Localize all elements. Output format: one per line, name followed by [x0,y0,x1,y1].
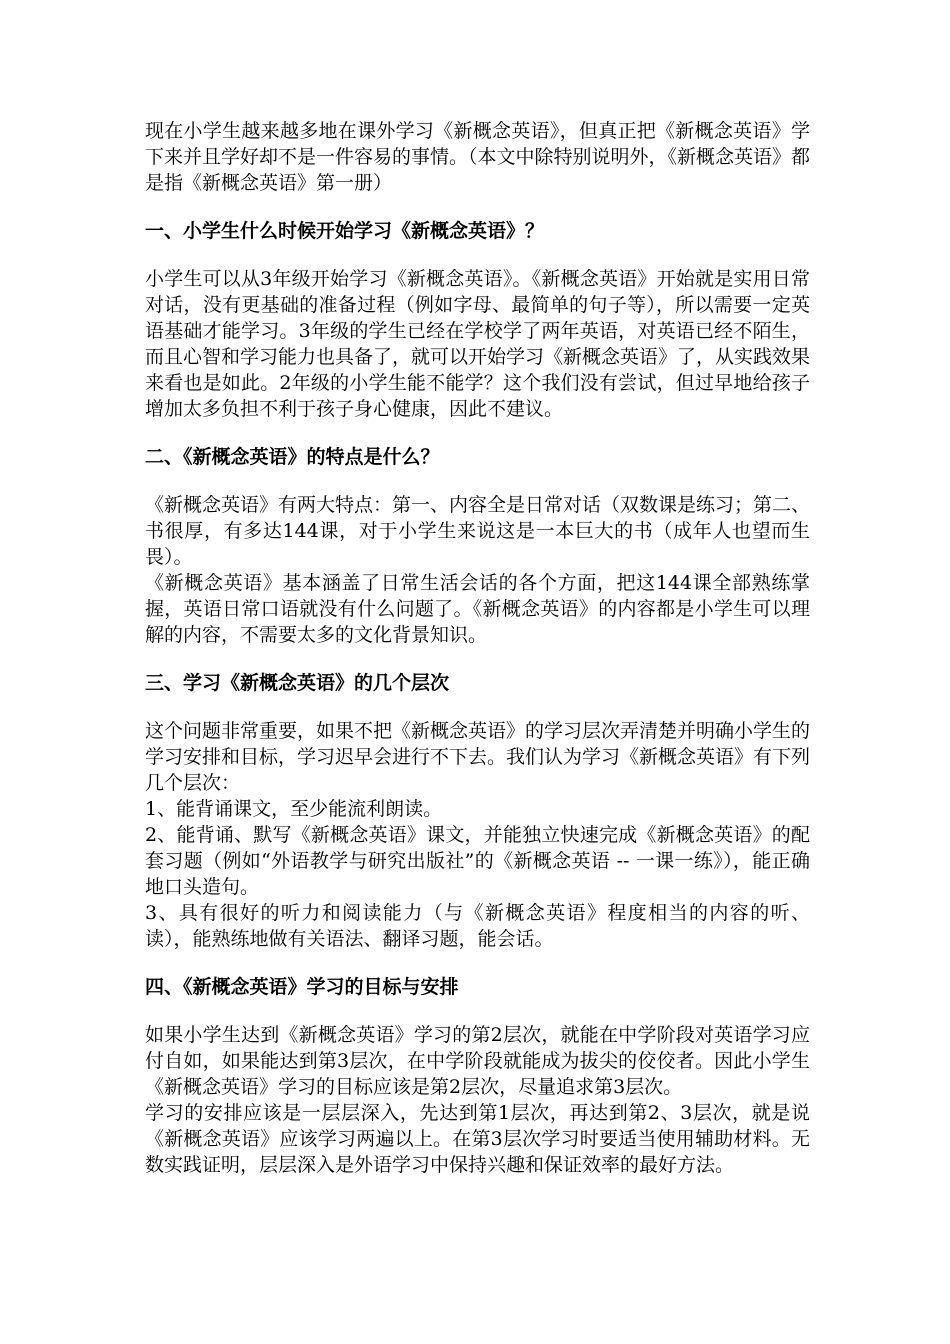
section-heading: 四、《新概念英语》学习的目标与安排 [145,976,459,998]
intro-text: 现在小学生越来越多地在课外学习《新概念英语》，但真正把《新概念英语》学下来并且学好却不是一件容易的事情。（本文中除特别说明外，《新概念英语》都是指《新概念英语》第一册） [145,120,811,194]
list-item: 1、能背诵课文，至少能流利朗读。 [145,798,443,820]
paragraph: 如果小学生达到《新概念英语》学习的第2层次，就能在中学阶段对英语学习应付自如，如果能达到第3层次，在中学阶段就能成为拔尖的佼佼者。因此小学生《新概念英语》学习的目标应该是第2层次，尽量追求第3层次。 [145,1024,810,1098]
section-body [145,492,810,648]
list-item: 2、能背诵、默写《新概念英语》课文，并能独立快速完成《新概念英语》的配套习题（例如“外语教学与研究出版社”的《新概念英语 -- 一课一练》），能正确地口头造句。 [145,824,810,898]
section-when-to-start [145,218,810,422]
section-features [145,444,810,648]
section-levels [145,670,810,952]
paragraph: 学习的安排应该是一层层深入，先达到第1层次，再达到第2、3层次，就是说《新概念英语》应该学习两遍以上。在第3层次学习时要适当使用辅助材料。无数实践证明，层层深入是外语学习中保持兴趣和保证效率的最好方法。 [145,1102,810,1176]
paragraph: 这个问题非常重要，如果不把《新概念英语》的学习层次弄清楚并明确小学生的学习安排和目标，学习迟早会进行不下去。我们认为学习《新概念英语》有下列几个层次： [145,720,811,794]
list-item: 3、具有很好的听力和阅读能力（与《新概念英语》程度相当的内容的听、读），能熟练地做有关语法、翻译习题，能会话。 [145,902,810,950]
section-heading: 三、学习《新概念英语》的几个层次 [145,672,450,694]
section-body [145,266,810,422]
section-heading: 二、《新概念英语》的特点是什么？ [145,446,440,468]
paragraph: 《新概念英语》有两大特点：第一、内容全是日常对话（双数课是练习；第二、书很厚，有多达144课，对于小学生来说这是一本巨大的书（成年人也望而生畏）。 [145,494,811,568]
paragraph: 《新概念英语》基本涵盖了日常生活会话的各个方面，把这144课全部熟练掌握，英语日常口语就没有什么问题了。《新概念英语》的内容都是小学生可以理解的内容，不需要太多的文化背景知识。 [145,572,810,646]
paragraph: 小学生可以从3年级开始学习《新概念英语》。《新概念英语》开始就是实用日常对话，没有更基础的准备过程（例如字母、最简单的句子等），所以需要一定英语基础才能学习。3年级的学生已经在学校学了两年英语，对英语已经不陌生，而且心智和学习能力也具备了，就可以开始学习《新概念英语》了，从实践效果来看也是如此。2年级的小学生能不能学？这个我们没有尝试，但过早地给孩子增加太多负担不利于孩子身心健康，因此不建议。 [145,268,811,420]
section-goals [145,974,810,1178]
section-heading: 一、小学生什么时候开始学习《新概念英语》？ [145,220,545,242]
document-page [145,118,810,1200]
section-body [145,1022,810,1178]
intro-paragraph [145,118,810,196]
section-body [145,718,810,952]
